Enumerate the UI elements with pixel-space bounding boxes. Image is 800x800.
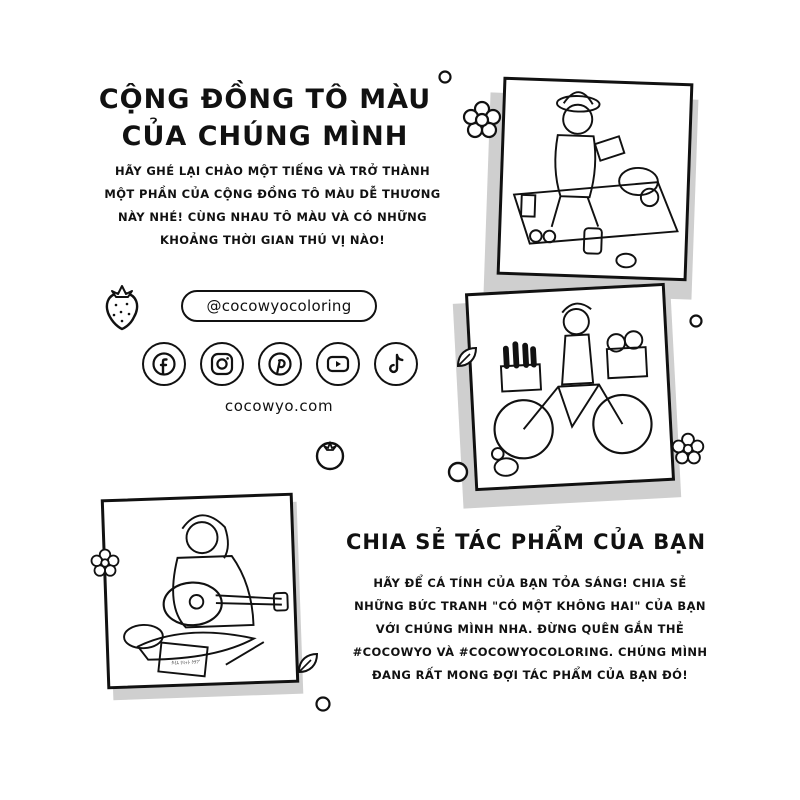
social-handle[interactable]: @cocowyocoloring	[181, 290, 377, 322]
share-description-line: HÃY ĐỂ CÁ TÍNH CỦA BẠN TỎA SÁNG! CHIA SẺ	[373, 576, 687, 590]
pinterest-icon[interactable]	[258, 342, 302, 386]
tiktok-icon[interactable]	[374, 342, 418, 386]
dot-doodle	[314, 695, 332, 713]
instagram-icon[interactable]	[200, 342, 244, 386]
share-description-line: ĐANG RẤT MONG ĐỢI TÁC PHẨM CỦA BẠN ĐÓ!	[372, 668, 688, 682]
community-description-line: KHOẢNG THỜI GIAN THÚ VỊ NÀO!	[159, 233, 386, 247]
community-description-line: HÃY GHÉ LẠI CHÀO MỘT TIẾNG VÀ TRỞ THÀNH	[114, 164, 431, 178]
community-description-line: MỘT PHẦN CỦA CỘNG ĐỒNG TÔ MÀU DỄ THƯƠNG	[104, 187, 441, 201]
flower-doodle	[462, 100, 502, 140]
dot-doodle	[446, 460, 470, 484]
illustration-picnic	[497, 77, 694, 282]
share-description-line: VỚI CHÚNG MÌNH NHA. ĐỪNG QUÊN GẮN THẺ	[375, 622, 685, 636]
share-description	[300, 572, 760, 687]
community-description	[60, 160, 485, 252]
leaf-doodle	[455, 345, 479, 369]
facebook-icon[interactable]	[142, 342, 186, 386]
dot-doodle	[688, 313, 704, 329]
share-description-line: NHỮNG BỨC TRANH "CÓ MỘT KHÔNG HAI" CỦA BẠN	[354, 599, 706, 613]
flower-doodle	[671, 432, 705, 466]
illustration-guitar	[101, 493, 300, 690]
blueberry-doodle	[313, 438, 347, 472]
flower-doodle	[90, 548, 120, 578]
youtube-icon[interactable]	[316, 342, 360, 386]
strawberry-doodle	[100, 281, 144, 331]
website-link[interactable]: cocowyo.com	[224, 397, 334, 415]
share-title: CHIA SẺ TÁC PHẨM CỦA BẠN	[345, 530, 707, 554]
community-description-line: NÀY NHÉ! CÙNG NHAU TÔ MÀU VÀ CÓ NHỮNG	[117, 210, 427, 224]
dot-doodle	[437, 69, 453, 85]
social-links	[142, 342, 418, 390]
paper-note: ﾀｲﾑ ﾘﾐｯﾄ ｸﾗﾌﾞ	[171, 660, 202, 667]
community-title-line1: CỘNG ĐỒNG TÔ MÀU	[98, 84, 432, 115]
leaf-doodle	[296, 651, 320, 675]
share-description-line: #COCOWYO VÀ #COCOWYOCOLORING. CHÚNG MÌNH	[352, 645, 708, 659]
illustration-bicycle	[465, 283, 675, 491]
community-title-line2: CỦA CHÚNG MÌNH	[121, 121, 409, 152]
